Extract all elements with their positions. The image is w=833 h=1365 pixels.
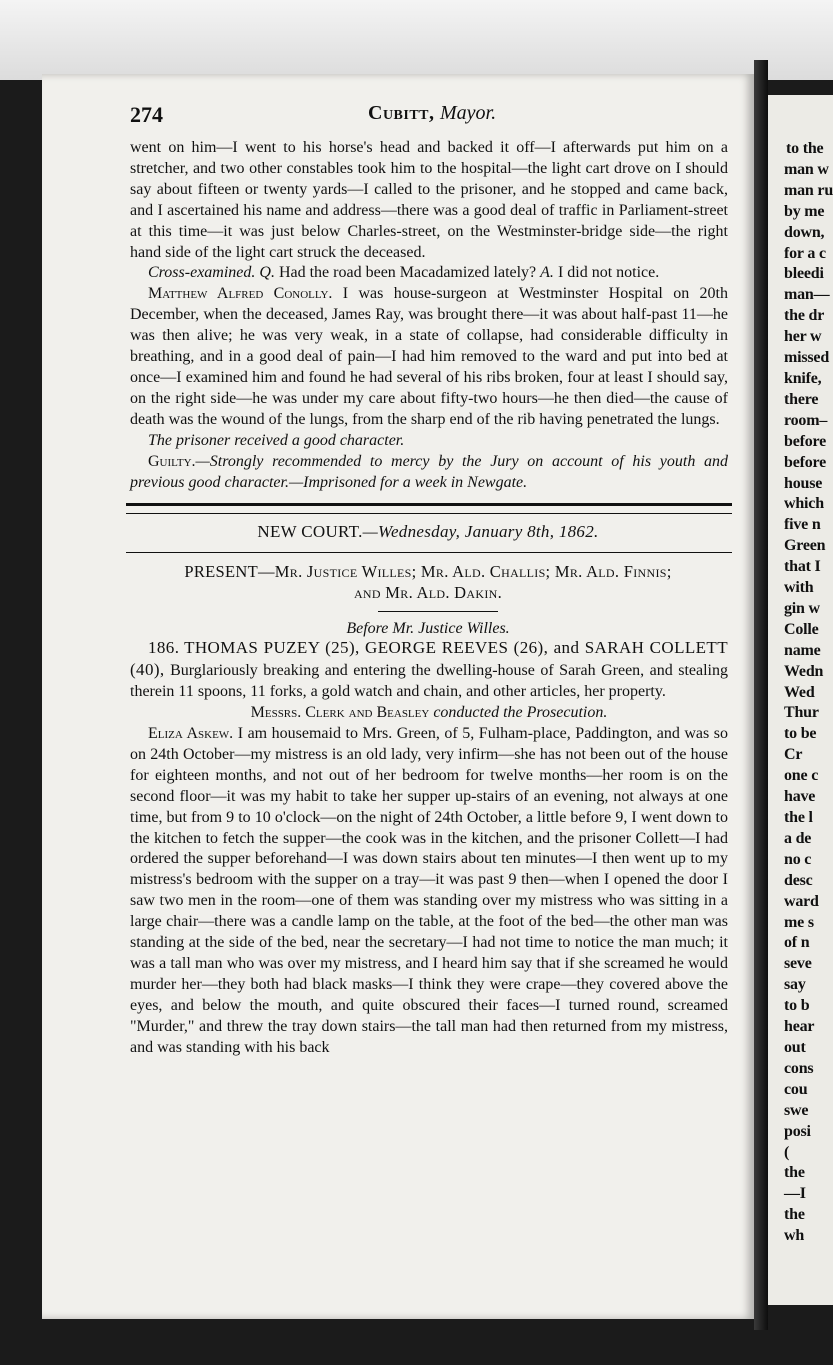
facing-page-line: down,: [784, 223, 825, 241]
question-marker: Q.: [259, 264, 275, 282]
section-divider: [126, 503, 732, 514]
facing-page-line: name: [784, 641, 821, 659]
case-number: 186.: [148, 638, 180, 658]
facing-page-line: gin w: [784, 599, 820, 617]
facing-page-line: knife,: [784, 369, 822, 387]
facing-page-line: to the: [786, 140, 824, 157]
witness-text: I was house-surgeon at Westminster Hospital on 20th December, when the deceased, James Ray, was brought there—it was about half-past 11—he was then alive; he was very weak, in a state of collapse, had considerable difficulty in breathing, and in a good deal of pain—I had him removed to the ward and put into bed at once—I examined him and found he had several of his ribs broken, four at least I should say, on the right side—he was under my care about fifty-two hours—he then died—the cause of death was the wound of the lungs, from the sharp end of the rib having penetrated the lungs.: [130, 285, 728, 428]
facing-page-line: with: [784, 579, 814, 597]
present-line-2: and Mr. Ald. Dakin.: [353, 583, 503, 603]
witness-name-askew: Eliza Askew.: [148, 725, 234, 743]
witness-name: Matthew Alfred Conolly.: [148, 285, 333, 303]
case-heading: [130, 638, 728, 703]
running-head-name: Cubitt,: [368, 102, 435, 124]
facing-page-line: the dr: [784, 307, 825, 325]
facing-page-line: Wed: [784, 683, 815, 701]
facing-page-line: missed: [784, 349, 830, 367]
scan-background: [0, 0, 833, 80]
court-divider: [126, 552, 732, 553]
facing-page-line: man w: [784, 160, 829, 178]
facing-page-line: by me: [784, 202, 825, 220]
witness-testimony-askew: [130, 724, 728, 1059]
facing-page-line: before: [784, 432, 827, 450]
facing-page-line: room–: [784, 411, 828, 429]
facing-page-line: to be: [784, 725, 817, 743]
counsel-text: conducted the Prosecution.: [433, 704, 608, 722]
present-line: [128, 561, 728, 603]
counsel-names: Messrs. Clerk and Beasley: [250, 704, 430, 722]
answer-text: I did not notice.: [557, 264, 660, 282]
facing-page-line: Thur: [784, 704, 819, 722]
facing-page-line: which: [784, 495, 824, 513]
verdict: [130, 452, 728, 494]
book-spine: [754, 60, 768, 1330]
facing-page-line: Colle: [784, 620, 819, 638]
short-rule: [378, 611, 498, 612]
facing-page-line: a de: [784, 829, 812, 847]
facing-page-line: bleedi: [784, 265, 824, 283]
question-text: Had the road been Macadamized lately?: [278, 264, 537, 282]
character-note: The prisoner received a good character.: [148, 431, 405, 449]
court-date: —Wednesday, January 8th, 1862.: [362, 522, 599, 542]
facing-page-line: seve: [784, 955, 812, 973]
court-heading: [128, 522, 728, 542]
facing-page-line: (: [784, 1143, 790, 1161]
facing-page-line: posi: [784, 1122, 811, 1140]
facing-page-line: Cr: [784, 746, 803, 764]
facing-page-line: there: [784, 390, 819, 408]
facing-page-line: of n: [784, 934, 810, 952]
facing-page-line: no c: [784, 850, 812, 868]
facing-page-line: swe: [784, 1101, 809, 1119]
case-charge: Burglariously breaking and entering the dwelling-house of Sarah Green, and stealing therein 11 spoons, 11 forks, a gold watch and chain, and other articles, her property.: [130, 662, 729, 701]
facing-page-line: her w: [784, 328, 822, 346]
facing-page-line: the: [784, 1206, 805, 1224]
case-defendants: THOMAS PUZEY (25), GEORGE REEVES (26), and SARAH COLLETT (40),: [130, 638, 729, 680]
opening-section: [88, 138, 728, 493]
testimony-continuation: went on him—I went to his horse's head and backed it off—I afterwards put him on a stretcher, and two other constables took him to the hospital—the light cart drove on I should say about fifteen or twenty yards—I called to the prisoner, and he stopped and came back, and I ascertained his name and address—there was a good deal of traffic in Parliament-street at this time—it was just below Charles-street, on the Westminster-bridge side—the right hand side of the light cart struck the deceased.: [130, 139, 728, 261]
witness-testimony: [130, 284, 728, 430]
facing-page-line: desc: [784, 871, 813, 889]
cross-examined-label: Cross-examined.: [148, 264, 256, 282]
facing-page-line: hear: [784, 1018, 815, 1036]
facing-page-line: five n: [784, 516, 821, 534]
facing-page-line: ward: [784, 892, 819, 910]
case-section: [88, 638, 728, 1058]
facing-page-line: man—: [784, 286, 830, 304]
before-judge: Before Mr. Justice Willes.: [346, 620, 510, 638]
facing-page-line: that I: [784, 558, 821, 576]
facing-page: [768, 95, 833, 1305]
court-name: NEW COURT.: [257, 522, 363, 542]
facing-page-line: me s: [784, 913, 814, 931]
facing-page-line: man ru: [784, 181, 833, 199]
facing-page-line: one c: [784, 767, 819, 785]
facing-page-line: before: [784, 453, 827, 471]
facing-page-line: house: [784, 474, 823, 492]
counsel-line: [130, 703, 728, 724]
page-number: 274: [130, 102, 163, 127]
running-head: [368, 102, 496, 125]
facing-page-line: cons: [784, 1059, 814, 1077]
verdict-text: —Strongly recommended to mercy by the Jury on account of his youth and previous good character.—Imprisoned for a week in Newgate.: [130, 452, 728, 491]
facing-page-line: —I: [784, 1185, 806, 1203]
facing-page-line: the l: [784, 809, 813, 826]
answer-marker: A.: [540, 264, 554, 282]
facing-page-line: have: [784, 788, 816, 806]
facing-page-line: wh: [784, 1227, 805, 1245]
page-content: [88, 98, 728, 1059]
page-header: [88, 98, 728, 138]
facing-page-line: say: [784, 976, 806, 994]
running-head-title: Mayor.: [440, 102, 497, 124]
facing-page-line: cou: [784, 1080, 808, 1098]
present-line-1: PRESENT—Mr. Justice Willes; Mr. Ald. Challis; Mr. Ald. Finnis;: [184, 562, 672, 582]
witness-text-askew: I am housemaid to Mrs. Green, of 5, Fulham-place, Paddington, and was so on 24th October—my mistress is an old lady, very infirm—she has not been out of the house for eighteen months, and not out of her bedroom for twelve months—her room is on the second floor—it was my habit to take her supper up-stairs of an evening, not always at one time, but from 9 to 10 o'clock—on the night of 24th October, a little before 9, I went down to the kitchen to fetch the supper—the cook was in the kitchen, and the prisoner Collett—I had ordered the supper beforehand—I was down stairs about ten minutes—I then went up to my mistress's bedroom with the supper on a tray—it was past 9 then—when I opened the door I saw two men in the room—one of them was standing over my mistress who was sitting in a large chair—there was a candle lamp on the table, at the foot of the bed—the other man was standing at the side of the bed, near the secretary—I had not time to notice the man much; it was a tall man who was over my mistress, and I heard him say that if she screamed he would murder her—they both had black masks—I think they were crape—they covered above the eyes, and below the mouth, and quite obscured their faces—I turned round, screamed "Murder," and threw the tray down stairs—the tall man had then returned from my mistress, and was standing with his back: [130, 725, 728, 1056]
facing-page-line: out: [784, 1038, 806, 1056]
verdict-label: Guilty.: [148, 452, 196, 470]
cross-examination: [130, 263, 728, 284]
facing-page-line: Wedn: [784, 662, 824, 680]
facing-page-line: the: [784, 1164, 805, 1182]
facing-page-line: for a c: [784, 244, 826, 262]
facing-page-line: to b: [784, 997, 810, 1015]
facing-page-line: Green: [784, 537, 826, 555]
